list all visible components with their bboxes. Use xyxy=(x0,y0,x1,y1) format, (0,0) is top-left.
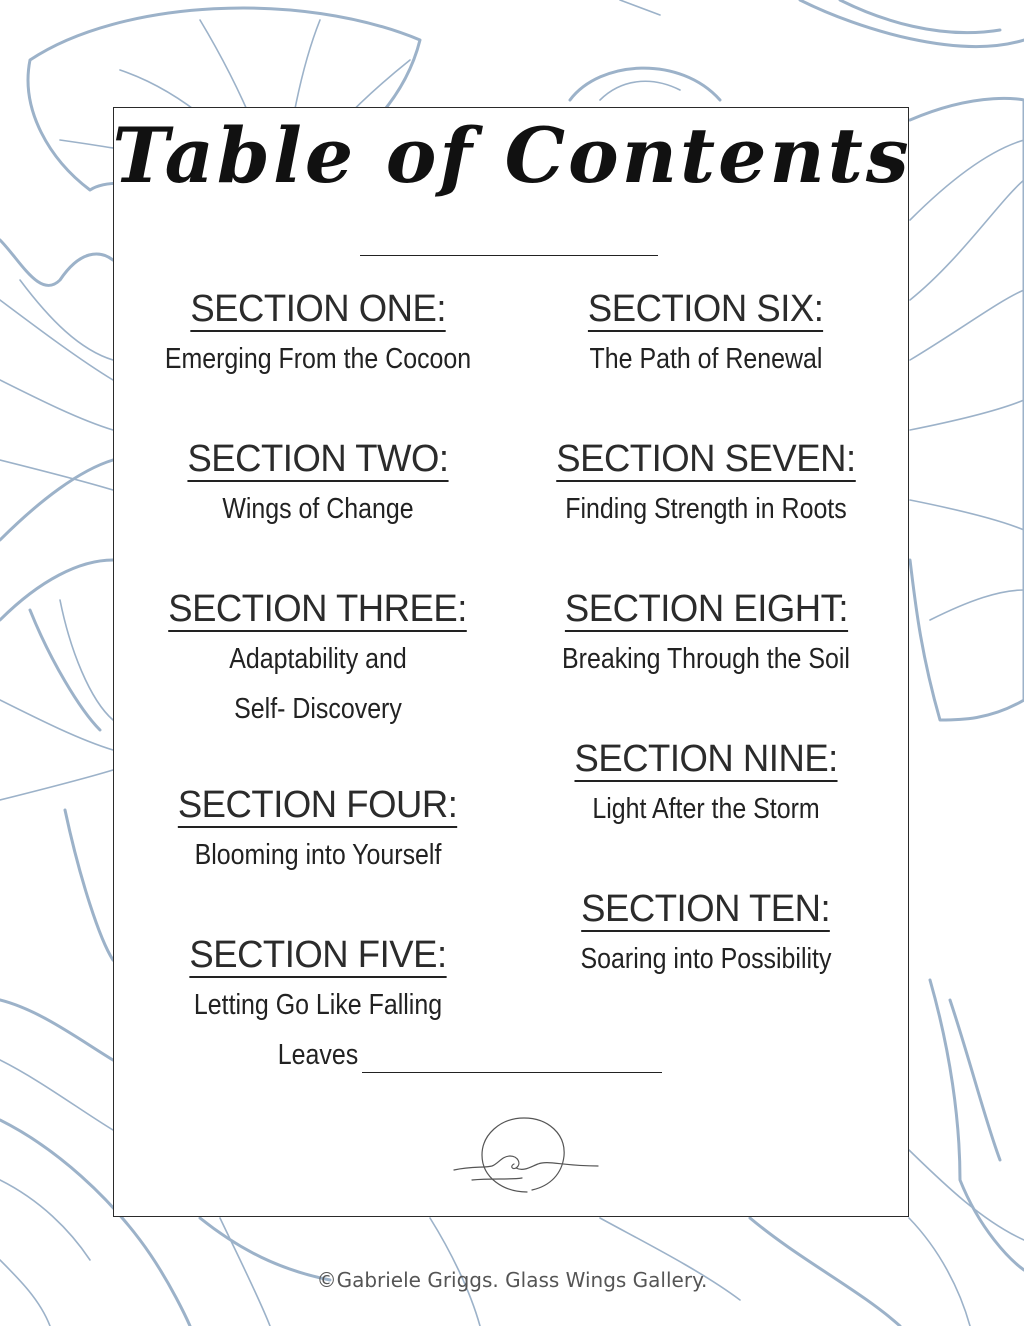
section-heading: SECTION TWO: xyxy=(187,438,449,480)
list-item xyxy=(516,888,896,984)
section-title: Finding Strength in Roots xyxy=(565,493,847,525)
section-heading: SECTION SEVEN: xyxy=(556,438,856,480)
section-heading: SECTION FOUR: xyxy=(178,784,458,826)
list-item xyxy=(516,438,896,534)
section-title: Light After the Storm xyxy=(592,793,820,825)
wave-circle-logo-icon xyxy=(452,1100,602,1210)
section-heading: SECTION TEN: xyxy=(581,888,831,930)
list-item xyxy=(128,438,508,534)
list-item xyxy=(516,588,896,684)
section-title: Breaking Through the Soil xyxy=(562,643,850,675)
sections-column-left xyxy=(128,288,508,1134)
section-heading: SECTION ONE: xyxy=(190,288,446,330)
section-heading: SECTION NINE: xyxy=(574,738,838,780)
list-item xyxy=(128,784,508,880)
section-title: The Path of Renewal xyxy=(589,343,823,375)
section-title: Emerging From the Cocoon xyxy=(164,343,472,375)
list-item xyxy=(516,738,896,834)
section-title: Wings of Change xyxy=(222,493,414,525)
page-title: Table of Contents xyxy=(112,111,912,200)
section-title: Letting Go Like Falling Leaves xyxy=(193,989,443,1071)
title-divider xyxy=(360,255,658,256)
section-heading: SECTION FIVE: xyxy=(189,934,447,976)
section-heading: SECTION EIGHT: xyxy=(564,588,848,630)
list-item xyxy=(128,934,508,1080)
leaf-left-lower xyxy=(0,560,113,960)
leaf-top-center xyxy=(570,68,720,100)
list-item xyxy=(128,288,508,384)
list-item xyxy=(516,288,896,384)
section-title: Soaring into Possibility xyxy=(580,943,832,975)
section-heading: SECTION THREE: xyxy=(168,588,468,630)
bottom-divider xyxy=(362,1072,662,1073)
copyright-footer: ©Gabriele Griggs. Glass Wings Gallery. xyxy=(316,1268,708,1292)
section-heading: SECTION SIX: xyxy=(588,288,824,330)
list-item xyxy=(128,588,508,734)
section-title: Blooming into Yourself xyxy=(194,839,442,871)
leaf-top-right xyxy=(620,0,1024,46)
leaf-left-middle xyxy=(0,240,113,540)
section-title: Adaptability and Self- Discovery xyxy=(229,643,407,725)
sections-column-right xyxy=(516,288,896,1038)
